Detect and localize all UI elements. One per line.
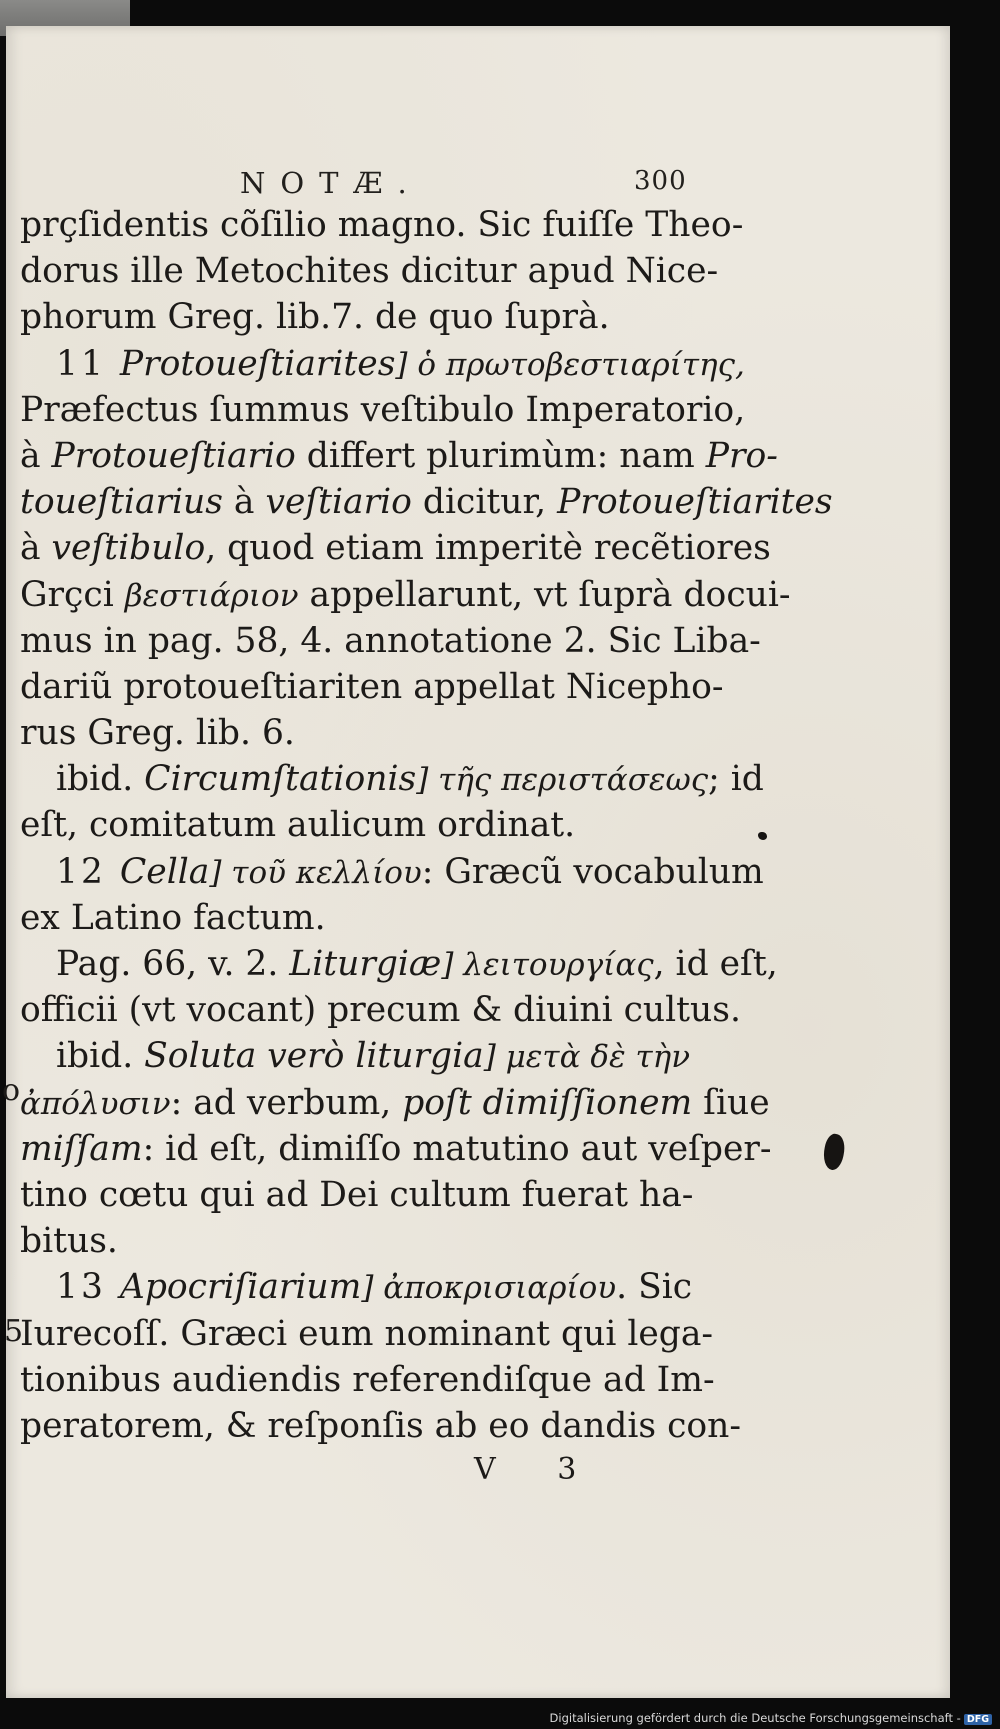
italic-term: miſſam [20, 1128, 143, 1169]
note-number: 13 [56, 1267, 106, 1308]
margin-mark-left-b: 5 [4, 1314, 24, 1349]
greek-text: ] τῆς περιστάσεως [416, 762, 709, 799]
text-line [20, 756, 764, 802]
text-line [20, 618, 761, 664]
text-segment: . Sic [616, 1267, 693, 1308]
text-line [20, 248, 719, 294]
text-line [20, 341, 745, 387]
text-segment: à [20, 435, 52, 476]
italic-term: Cella [119, 851, 210, 892]
text-line [20, 802, 696, 848]
greek-text: ] λειτουργίας [441, 947, 654, 983]
body-text [20, 202, 833, 1449]
text-line [20, 294, 696, 340]
italic-term: poſt dimiſſionem [402, 1082, 693, 1123]
note-number: 12 [56, 851, 106, 892]
italic-term: Protoueſtiario [51, 435, 296, 476]
greek-text: ] ὁ πρωτοβεστιαρίτης, [395, 346, 745, 383]
text-segment: bitus. [20, 1221, 118, 1262]
text-line [20, 572, 791, 618]
text-line [20, 941, 778, 987]
text-line [20, 1126, 772, 1172]
signature-mark: V 3 [474, 1452, 603, 1487]
italic-term: Liturgiæ [289, 944, 442, 984]
text-line [20, 525, 771, 571]
text-segment: tionibus audiendis referendiſque ad Im- [20, 1359, 715, 1400]
text-segment: : ad verbum, [170, 1082, 403, 1123]
italic-term: Protoueſtiarites [557, 482, 833, 523]
text-segment: , quod etiam imperitè recẽtiores [205, 528, 771, 569]
note-number: 11 [56, 343, 106, 384]
text-line [20, 1264, 696, 1310]
text-segment: differt plurimùm: nam [295, 435, 706, 476]
text-line [20, 387, 746, 433]
text-line [20, 202, 744, 248]
text-line [20, 1172, 696, 1218]
text-segment: à [222, 482, 266, 523]
book-page [2, 26, 950, 1698]
text-line [20, 1357, 715, 1403]
ink-smudge [820, 1132, 847, 1171]
text-segment: dariũ protoueſtiariten appellat Nicepho- [20, 666, 724, 707]
dfg-logo: DFG [964, 1714, 992, 1725]
text-line [20, 1080, 770, 1126]
credit-text: Digitalisierung gefördert durch die Deutsche Forschungsgemeinschaft - [549, 1711, 961, 1725]
ink-speck [758, 832, 767, 840]
greek-text: ] ἀποκρισιαρίου [361, 1270, 617, 1307]
italic-term: toueſtiarius [20, 482, 223, 523]
text-segment: ibid. [56, 1036, 145, 1077]
margin-mark-left-a: o [2, 1073, 21, 1108]
italic-term: Pro- [705, 435, 778, 476]
italic-term: veſtibulo [51, 528, 206, 569]
text-segment: à [20, 528, 52, 569]
text-segment: ; id [708, 759, 764, 800]
text-line [20, 710, 696, 756]
text-line [20, 1311, 714, 1357]
italic-term: veſtiario [265, 482, 412, 523]
text-segment: tino cœtu qui ad Dei cultum fuerat ha- [20, 1174, 694, 1215]
text-segment: phorum Greg. lib.7. de quo ſuprà. [20, 297, 610, 338]
text-segment: ex Latino factum. [20, 897, 326, 938]
text-segment: Iurecoſſ. Græci eum nominant qui lega- [20, 1313, 714, 1354]
text-line [20, 433, 778, 479]
italic-term: Protoueſtiarites [119, 343, 396, 384]
greek-text: βεστιάριον [124, 577, 299, 614]
greek-text: ] τοῦ κελλίου [209, 854, 422, 891]
text-line [20, 479, 833, 525]
text-segment: ſiue [692, 1082, 770, 1123]
greek-text: ] μετὰ δὲ τὴν [483, 1039, 691, 1076]
text-segment: : id eſt, dimiſſo matutino aut veſper- [142, 1128, 772, 1169]
italic-term: Apocriſiarium [119, 1267, 362, 1308]
text-line [20, 664, 724, 710]
text-segment: : Græcũ vocabulum [421, 851, 764, 892]
text-line [20, 1218, 696, 1264]
page-number: 300 [634, 166, 687, 196]
text-line [20, 1033, 696, 1079]
text-segment: appellarunt, vt ſuprà docui- [298, 574, 791, 615]
text-segment: officii (vt vocant) precum & diuini cultus. [20, 990, 741, 1031]
text-segment: Grçci [20, 574, 125, 615]
text-segment: eſt, comitatum aulicum ordinat. [20, 805, 576, 846]
italic-term: Circumſtationis [144, 759, 417, 800]
text-segment: Pag. 66, v. 2. [56, 944, 290, 984]
digitization-credit [550, 1711, 992, 1725]
text-line [20, 895, 696, 941]
text-segment: ibid. [56, 759, 145, 800]
text-segment: dicitur, [411, 482, 558, 523]
text-segment: prçſidentis cõſilio magno. Sic fuiſſe Theo- [20, 205, 744, 245]
greek-text: ἀπόλυσιν [20, 1085, 171, 1122]
running-head: NOTÆ. [240, 166, 422, 200]
text-line [20, 987, 741, 1033]
text-line [20, 1403, 742, 1449]
text-segment: rus Greg. lib. 6. [20, 713, 295, 754]
text-segment: Præfectus ſummus veſtibulo Imperatorio, [20, 389, 746, 430]
text-segment: mus in pag. 58, 4. annotatione 2. Sic Liba- [20, 620, 761, 661]
italic-term: Soluta verò liturgia [144, 1036, 484, 1077]
text-segment: dorus ille Metochites dicitur apud Nice- [20, 251, 719, 292]
page-header [6, 166, 706, 206]
text-line [20, 849, 764, 895]
text-segment: peratorem, & reſponſis ab eo dandis con- [20, 1405, 742, 1446]
text-segment: , id eſt, [653, 944, 778, 984]
